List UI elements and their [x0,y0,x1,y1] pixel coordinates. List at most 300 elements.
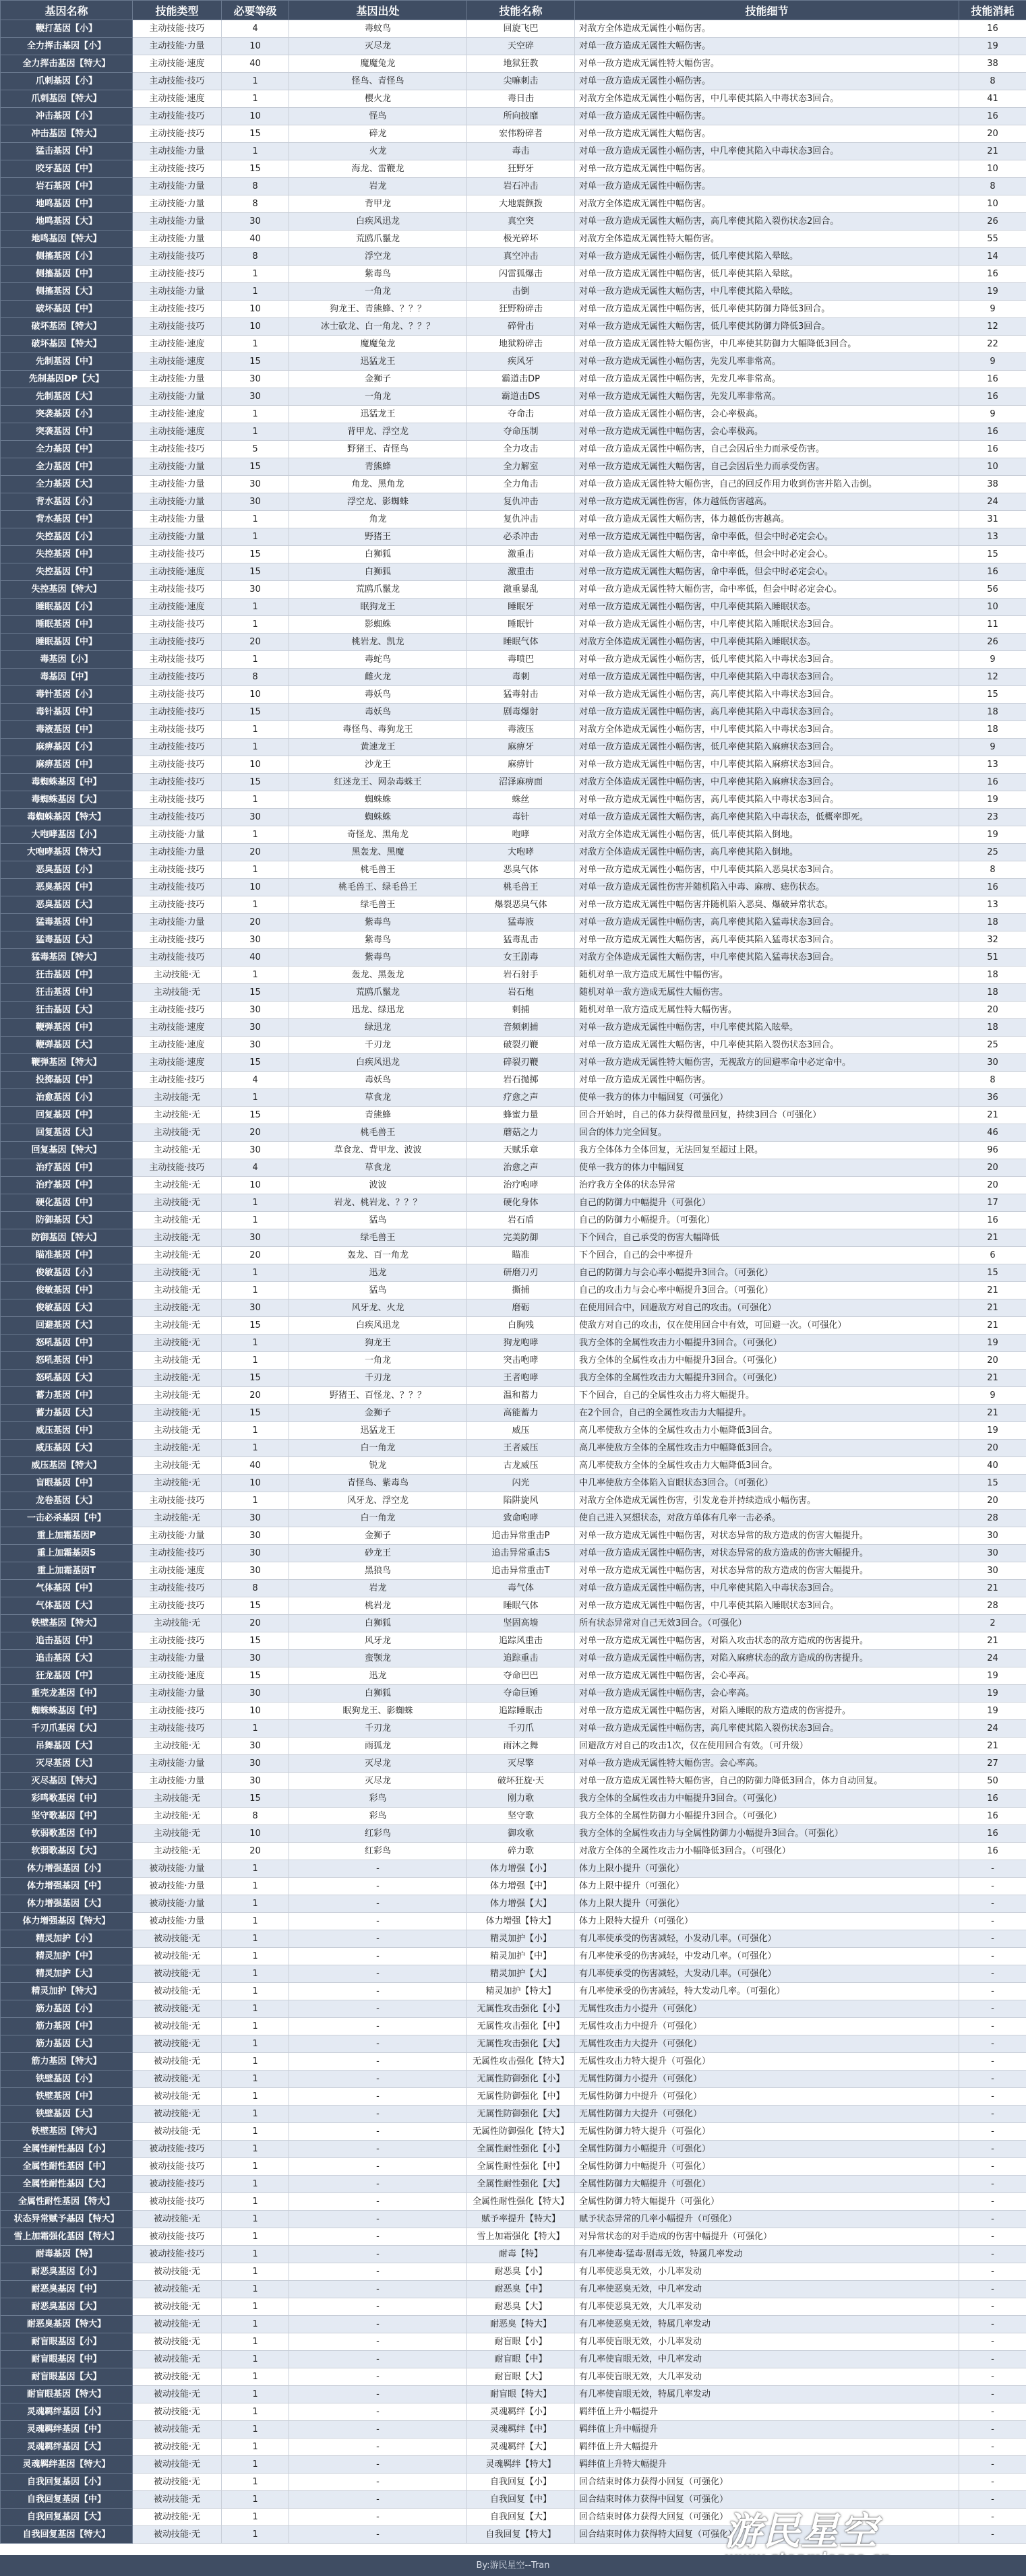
required-level-cell: 1 [222,2176,289,2193]
skill-name-cell: 耐恶臭【小】 [467,2263,575,2281]
skill-type-cell: 主动技能·无 [133,1317,222,1335]
required-level-cell: 1 [222,2053,289,2071]
gene-name-cell: 自我回复基因【中】 [1,2491,133,2509]
skill-type-cell: 主动技能·无 [133,1247,222,1264]
skill-detail-cell: 回避敌方对自己的攻击1次，仅在使用回合有效。（可升级） [575,1738,959,1755]
skill-name-cell: 无属性防御强化【中】 [467,2088,575,2106]
skill-cost-cell: 16 [959,441,1026,458]
gene-name-cell: 睡眠基因【小】 [1,599,133,616]
skill-detail-cell: 对单一敌方造成无属性中幅伤害，高几率使其陷入中毒状态3回合。 [575,704,959,721]
skill-type-cell: 主动技能·力量 [133,1527,222,1545]
gene-source-cell: 迅猛龙王 [289,1422,467,1440]
table-row [1,1843,1026,1860]
gene-source-cell: - [289,2386,467,2403]
gene-name-cell: 追击基因【大】 [1,1650,133,1667]
gene-source-cell: - [289,1860,467,1878]
gene-name-cell: 猛毒基因【特大】 [1,949,133,967]
skill-name-cell: 精灵加护【特大】 [467,1983,575,2000]
skill-name-cell: 音频刺捕 [467,1019,575,1037]
skill-cost-cell: - [959,1965,1026,1983]
skill-cost-cell: 21 [959,143,1026,160]
skill-cost-cell: - [959,2421,1026,2439]
gene-name-cell: 体力增强基因【大】 [1,1895,133,1913]
table-row [1,1703,1026,1720]
skill-name-cell: 灵魂羁绊【小】 [467,2403,575,2421]
table-row [1,353,1026,371]
skill-name-cell: 陷阱旋风 [467,1492,575,1510]
skill-detail-cell: 有几率使承受的伤害减轻，小发动几率。（可强化） [575,1930,959,1948]
gene-name-cell: 全力基因【中】 [1,458,133,476]
required-level-cell: 30 [222,1562,289,1580]
skill-name-cell: 精灵加护【大】 [467,1965,575,1983]
skill-type-cell: 主动技能·力量 [133,231,222,248]
required-level-cell: 8 [222,178,289,195]
skill-cost-cell: 14 [959,248,1026,266]
skill-cost-cell: 30 [959,1545,1026,1562]
skill-cost-cell: 28 [959,1510,1026,1527]
skill-detail-cell: 回合结束时体力获得中回复（可强化） [575,2491,959,2509]
skill-name-cell: 睡眠气体 [467,1597,575,1615]
skill-cost-cell: 25 [959,844,1026,861]
skill-cost-cell: 19 [959,1685,1026,1703]
skill-type-cell: 主动技能·力量 [133,493,222,511]
column-header: 技能类型 [133,1,222,20]
skill-cost-cell: 28 [959,1597,1026,1615]
gene-name-cell: 灵魂羁绊基因【大】 [1,2439,133,2456]
skill-cost-cell: 21 [959,1405,1026,1422]
table-row [1,1895,1026,1913]
gene-name-cell: 鞭弹基因【大】 [1,1037,133,1054]
skill-detail-cell: 对单一敌方造成无属性特大幅伤害，中几率使其防御力大幅降低3回合。 [575,336,959,353]
skill-type-cell: 被动技能·无 [133,2071,222,2088]
gene-source-cell: 金狮子 [289,371,467,388]
required-level-cell: 30 [222,476,289,493]
skill-cost-cell: 50 [959,1773,1026,1790]
skill-cost-cell: 40 [959,1457,1026,1475]
required-level-cell: 1 [222,2123,289,2141]
table-row [1,301,1026,318]
skill-type-cell: 被动技能·无 [133,1983,222,2000]
required-level-cell: 20 [222,1843,289,1860]
skill-cost-cell: 9 [959,353,1026,371]
required-level-cell: 1 [222,967,289,984]
skill-detail-cell: 对单一敌方造成无属性大幅伤害，中几率使其陷入晕眩。 [575,283,959,301]
required-level-cell: 30 [222,1527,289,1545]
gene-name-cell: 重上加霜基因T [1,1562,133,1580]
gene-name-cell: 回复基因【特大】 [1,1142,133,1159]
table-row [1,73,1026,90]
gene-name-cell: 自我回复基因【大】 [1,2509,133,2526]
table-row [1,581,1026,599]
gene-source-cell: - [289,2018,467,2035]
gene-name-cell: 突袭基因【小】 [1,406,133,423]
gene-name-cell: 全属性耐性基因【中】 [1,2158,133,2176]
gene-source-cell: 迅猛龙王 [289,353,467,371]
skill-cost-cell: 27 [959,1755,1026,1773]
skill-name-cell: 蘑菇之力 [467,1124,575,1142]
gene-source-cell: 桃毛兽王、绿毛兽王 [289,879,467,896]
skill-cost-cell: 21 [959,1107,1026,1124]
skill-name-cell: 疗愈之声 [467,1089,575,1107]
required-level-cell: 30 [222,1773,289,1790]
skill-type-cell: 主动技能·技巧 [133,1720,222,1738]
skill-cost-cell: - [959,2053,1026,2071]
gene-source-cell: - [289,2211,467,2228]
skill-type-cell: 主动技能·技巧 [133,266,222,283]
gene-name-cell: 铁壁基因【小】 [1,2071,133,2088]
gene-name-cell: 大咆哮基因【特大】 [1,844,133,861]
gene-source-cell: - [289,2456,467,2474]
skill-cost-cell: 8 [959,73,1026,90]
skill-name-cell: 狗龙咆哮 [467,1335,575,1352]
skill-detail-cell: 有几率使盲眼无效，小几率发动 [575,2333,959,2351]
skill-cost-cell: 20 [959,1492,1026,1510]
skill-name-cell: 全属性耐性强化【小】 [467,2141,575,2158]
gene-source-cell: - [289,2474,467,2491]
gene-name-cell: 怒吼基因【中】 [1,1335,133,1352]
required-level-cell: 10 [222,1703,289,1720]
gene-name-cell: 耐恶臭基因【特大】 [1,2316,133,2333]
skill-cost-cell: 24 [959,1650,1026,1667]
skill-cost-cell: 24 [959,493,1026,511]
skill-cost-cell: 18 [959,1019,1026,1037]
required-level-cell: 1 [222,2018,289,2035]
gene-source-cell: 白狮狐 [289,1685,467,1703]
skill-detail-cell: 对单一敌方造成无属性小幅伤害，低几率使其陷入中毒状态3回合。 [575,651,959,669]
skill-detail-cell: 对单一敌方造成无属性小幅伤害。 [575,73,959,90]
gene-source-cell: - [289,2263,467,2281]
gene-source-cell: 轰龙、黑轰龙 [289,967,467,984]
skill-detail-cell: 自己的攻击力与会心率中幅提升3回合。（可强化） [575,1282,959,1299]
table-row [1,2211,1026,2228]
skill-detail-cell: 对单一敌方造成无属性中幅伤害，对状态异常的敌方造成的伤害大幅提升。 [575,1527,959,1545]
required-level-cell: 1 [222,791,289,809]
skill-cost-cell: - [959,2386,1026,2403]
skill-type-cell: 被动技能·无 [133,2456,222,2474]
required-level-cell: 1 [222,1335,289,1352]
required-level-cell: 1 [222,2088,289,2106]
skill-detail-cell: 在使用回合中，回避敌方对自己的攻击。（可强化） [575,1299,959,1317]
required-level-cell: 1 [222,2474,289,2491]
gene-source-cell: - [289,2491,467,2509]
skill-detail-cell: 对单一敌方造成无属性大幅伤害，命中率低，但会中时必定会心。 [575,546,959,563]
skill-type-cell: 被动技能·无 [133,2035,222,2053]
required-level-cell: 1 [222,336,289,353]
table-row [1,546,1026,563]
skill-detail-cell: 使敌方对自己的攻击，仅在使用回合中有效，可回避一次。（可强化） [575,1317,959,1335]
skill-cost-cell: 9 [959,1387,1026,1405]
skill-name-cell: 真空突 [467,213,575,231]
logo-mark: 游民星空 [724,2510,878,2554]
skill-type-cell: 主动技能·技巧 [133,774,222,791]
gene-source-cell: 白疾风迅龙 [289,1317,467,1335]
gene-name-cell: 瞄准基因【中】 [1,1247,133,1264]
required-level-cell: 1 [222,1492,289,1510]
skill-cost-cell: - [959,2263,1026,2281]
gene-name-cell: 大咆哮基因【小】 [1,826,133,844]
skill-type-cell: 主动技能·速度 [133,1019,222,1037]
gene-name-cell: 筋力基因【小】 [1,2000,133,2018]
gene-name-cell: 地鸣基因【特大】 [1,231,133,248]
required-level-cell: 1 [222,2298,289,2316]
skill-detail-cell: 使自己进入冥想状态，对敌方单体有几率一击必杀。 [575,1510,959,1527]
required-level-cell: 30 [222,1019,289,1037]
gene-source-cell: 青熊蜂 [289,458,467,476]
skill-cost-cell: - [959,1983,1026,2000]
skill-cost-cell: 18 [959,984,1026,1002]
skill-detail-cell: 全属性防御力特大幅提升（可强化） [575,2193,959,2211]
skill-detail-cell: 对敌方全体造成无属性小幅伤害，低几率使其陷入倒地。 [575,826,959,844]
skill-detail-cell: 全属性防御力大幅提升（可强化） [575,2176,959,2193]
gene-source-cell: - [289,1965,467,1983]
skill-detail-cell: 对单一敌方造成无属性中幅伤害，中几率使其陷入眩晕。 [575,1019,959,1037]
skill-type-cell: 主动技能·技巧 [133,686,222,704]
skill-cost-cell: 46 [959,1124,1026,1142]
table-row [1,2456,1026,2474]
skill-detail-cell: 对敌方全体造成无属性小幅伤害。 [575,20,959,38]
gene-name-cell: 俊敏基因【大】 [1,1299,133,1317]
table-row [1,2263,1026,2281]
gene-source-cell: 白狮狐 [289,546,467,563]
skill-detail-cell: 全属性防御力中幅提升（可强化） [575,2158,959,2176]
gene-source-cell: 背甲龙、浮空龙 [289,423,467,441]
required-level-cell: 1 [222,406,289,423]
gene-source-cell: 岩龙 [289,1580,467,1597]
gene-source-cell: - [289,1948,467,1965]
skill-cost-cell: - [959,2106,1026,2123]
skill-name-cell: 耐盲眼【小】 [467,2333,575,2351]
gene-name-cell: 蜘蛛蛛基因【中】 [1,1703,133,1720]
skill-type-cell: 主动技能·技巧 [133,1632,222,1650]
table-row [1,1650,1026,1667]
column-header: 技能名称 [467,1,575,20]
table-row [1,791,1026,809]
skill-detail-cell: 回合的体力完全回复。 [575,1124,959,1142]
skill-name-cell: 耐盲眼【大】 [467,2368,575,2386]
table-row [1,1159,1026,1177]
required-level-cell: 15 [222,458,289,476]
skill-name-cell: 王者咆哮 [467,1370,575,1387]
skill-name-cell: 剧毒爆射 [467,704,575,721]
skill-name-cell: 耐盲眼【中】 [467,2351,575,2368]
skill-name-cell: 闪光 [467,1475,575,1492]
skill-type-cell: 主动技能·速度 [133,1037,222,1054]
required-level-cell: 1 [222,1983,289,2000]
skill-name-cell: 耐毒【特】 [467,2246,575,2263]
skill-cost-cell: - [959,2298,1026,2316]
skill-type-cell: 主动技能·力量 [133,1755,222,1773]
gene-source-cell: 紫毒鸟 [289,914,467,931]
skill-name-cell: 碎力歌 [467,1843,575,1860]
table-row [1,2316,1026,2333]
required-level-cell: 40 [222,1457,289,1475]
skill-detail-cell: 对单一敌方造成无属性小幅伤害，中几率使其陷入恶臭状态3回合。 [575,861,959,879]
skill-cost-cell: 21 [959,1229,1026,1247]
skill-name-cell: 研磨刀刃 [467,1264,575,1282]
skill-name-cell: 复仇冲击 [467,511,575,528]
skill-name-cell: 毒日击 [467,90,575,108]
skill-type-cell: 主动技能·力量 [133,38,222,55]
skill-name-cell: 自我回复【大】 [467,2509,575,2526]
table-row [1,2298,1026,2316]
gene-name-cell: 失控基因【中】 [1,546,133,563]
skill-type-cell: 被动技能·力量 [133,1913,222,1930]
skill-cost-cell: 16 [959,1843,1026,1860]
gene-source-cell: 狗龙王 [289,1335,467,1352]
skill-detail-cell: 对单一敌方造成无属性大幅伤害，高几率使其陷入猛毒状态3回合。 [575,931,959,949]
gene-source-cell: 迅龙、绿迅龙 [289,1002,467,1019]
skill-name-cell: 白胸残 [467,1317,575,1335]
skill-detail-cell: 对敌方全体造成无属性特大幅伤害。 [575,231,959,248]
skill-detail-cell: 我方全体的全属性攻击力与全属性防御力小幅提升3回合。（可强化） [575,1825,959,1843]
gene-source-cell: - [289,2141,467,2158]
skill-cost-cell: 17 [959,1194,1026,1212]
table-row [1,2053,1026,2071]
required-level-cell: 10 [222,1825,289,1843]
skill-detail-cell: 对单一敌方造成无属性特大幅伤害，自己的防御力降低3回合，体力自动回复。 [575,1773,959,1790]
skill-cost-cell: 36 [959,1089,1026,1107]
table-row [1,2035,1026,2053]
table-row [1,1948,1026,1965]
gene-name-cell: 全属性耐性基因【大】 [1,2176,133,2193]
skill-type-cell: 主动技能·技巧 [133,1492,222,1510]
skill-cost-cell: 19 [959,1422,1026,1440]
gene-name-cell: 软弱歌基因【中】 [1,1825,133,1843]
gene-source-cell: - [289,2158,467,2176]
skill-name-cell: 岩石炮 [467,984,575,1002]
required-level-cell: 1 [222,2035,289,2053]
required-level-cell: 1 [222,721,289,739]
gene-name-cell: 睡眠基因【中】 [1,616,133,634]
required-level-cell: 4 [222,20,289,38]
skill-cost-cell: 56 [959,581,1026,599]
skill-detail-cell: 对单一敌方造成无属性中幅伤害。 [575,178,959,195]
skill-type-cell: 主动技能·无 [133,1194,222,1212]
skill-name-cell: 回旋飞巴 [467,20,575,38]
gene-source-cell: - [289,2403,467,2421]
table-row [1,739,1026,756]
gene-source-cell: - [289,1913,467,1930]
gene-name-cell: 咬牙基因【中】 [1,160,133,178]
skill-detail-cell: 对单一敌方造成无属性中幅伤害，低几率使其防御力降低3回合。 [575,301,959,318]
gene-name-cell: 铁壁基因【中】 [1,2088,133,2106]
gene-name-cell: 毒基因【中】 [1,669,133,686]
skill-type-cell: 主动技能·无 [133,1475,222,1492]
skill-detail-cell: 对单一敌方造成无属性伤害并随机陷入中毒、麻痹、痣伤状态。 [575,879,959,896]
gene-source-cell: 轰龙、百一角龙 [289,1247,467,1264]
skill-cost-cell: 18 [959,914,1026,931]
skill-detail-cell: 我方全体体力全体回复，无法回复至超过上限。 [575,1142,959,1159]
required-level-cell: 40 [222,949,289,967]
table-row [1,528,1026,546]
gene-source-cell: 浮空龙、影蜘蛛 [289,493,467,511]
gene-name-cell: 破坏基因【中】 [1,301,133,318]
skill-type-cell: 被动技能·技巧 [133,2228,222,2246]
skill-name-cell: 睡眠气体 [467,634,575,651]
skill-detail-cell: 下个回合，自己承受的伤害大幅降低 [575,1229,959,1247]
skill-cost-cell: 30 [959,1054,1026,1072]
required-level-cell: 15 [222,353,289,371]
skill-name-cell: 激重暴乱 [467,581,575,599]
gene-source-cell: - [289,2123,467,2141]
skill-name-cell: 耐盲眼【特大】 [467,2386,575,2403]
gene-source-cell: - [289,2316,467,2333]
required-level-cell: 10 [222,1177,289,1194]
gene-name-cell: 自我回复基因【特大】 [1,2526,133,2544]
skill-detail-cell: 对单一敌方造成无属性大幅伤害，自己会因后坐力而承受伤害。 [575,458,959,476]
required-level-cell: 15 [222,1632,289,1650]
skill-cost-cell: - [959,2351,1026,2368]
skill-name-cell: 睡眠牙 [467,599,575,616]
table-row [1,1615,1026,1632]
gene-name-cell: 铁壁基因【特大】 [1,2123,133,2141]
gene-name-cell: 追击基因【中】 [1,1632,133,1650]
gene-source-cell: - [289,2351,467,2368]
table-row [1,266,1026,283]
skill-type-cell: 主动技能·技巧 [133,125,222,143]
column-header: 基因出处 [289,1,467,20]
skill-detail-cell: 对单一敌方造成无属性大幅伤害，体力越低伤害越高。 [575,511,959,528]
required-level-cell: 30 [222,1002,289,1019]
skill-cost-cell: 41 [959,90,1026,108]
required-level-cell: 40 [222,231,289,248]
skill-detail-cell: 无属性攻击力大提升（可强化） [575,2035,959,2053]
gene-name-cell: 精灵加护【特大】 [1,1983,133,2000]
skill-detail-cell: 对异常状态的对手造成的伤害中幅提升（可强化） [575,2228,959,2246]
required-level-cell: 15 [222,704,289,721]
gene-source-cell: - [289,1930,467,1948]
skill-type-cell: 主动技能·速度 [133,599,222,616]
table-row [1,1878,1026,1895]
required-level-cell: 20 [222,1247,289,1264]
skill-name-cell: 睡眠针 [467,616,575,634]
skill-type-cell: 被动技能·无 [133,2526,222,2544]
skill-type-cell: 主动技能·无 [133,1808,222,1825]
required-level-cell: 15 [222,1667,289,1685]
table-row [1,90,1026,108]
skill-detail-cell: 体力上限小提升（可强化） [575,1860,959,1878]
table-row [1,2439,1026,2456]
skill-type-cell: 被动技能·无 [133,2403,222,2421]
skill-name-cell: 毒气体 [467,1580,575,1597]
required-level-cell: 1 [222,2000,289,2018]
gene-name-cell: 背水基因【中】 [1,511,133,528]
gene-name-cell: 体力增强基因【中】 [1,1878,133,1895]
skill-name-cell: 疾风牙 [467,353,575,371]
skill-name-cell: 坚守歌 [467,1808,575,1825]
skill-detail-cell: 羁绊值上升特大幅提升 [575,2456,959,2474]
gene-name-cell: 蓄力基因【大】 [1,1405,133,1422]
gene-name-cell: 毒基因【小】 [1,651,133,669]
skill-cost-cell: 20 [959,1352,1026,1370]
required-level-cell: 30 [222,931,289,949]
gene-source-cell: 毒妖鸟 [289,704,467,721]
skill-type-cell: 主动技能·力量 [133,178,222,195]
gene-name-cell: 失控基因【中】 [1,563,133,581]
table-row [1,1440,1026,1457]
required-level-cell: 1 [222,1264,289,1282]
skill-detail-cell: 所有状态异常对自己无效3回合。（可强化） [575,1615,959,1632]
required-level-cell: 10 [222,38,289,55]
skill-name-cell: 精灵加护【中】 [467,1948,575,1965]
gene-name-cell: 毒针基因【中】 [1,704,133,721]
required-level-cell: 1 [222,1720,289,1738]
skill-cost-cell: 19 [959,826,1026,844]
skill-detail-cell: 对单一敌方造成无属性小幅伤害，低几率使其陷入晕眩。 [575,248,959,266]
skill-cost-cell: - [959,2035,1026,2053]
required-level-cell: 15 [222,563,289,581]
gene-name-cell: 鞭弹基因【中】 [1,1019,133,1037]
